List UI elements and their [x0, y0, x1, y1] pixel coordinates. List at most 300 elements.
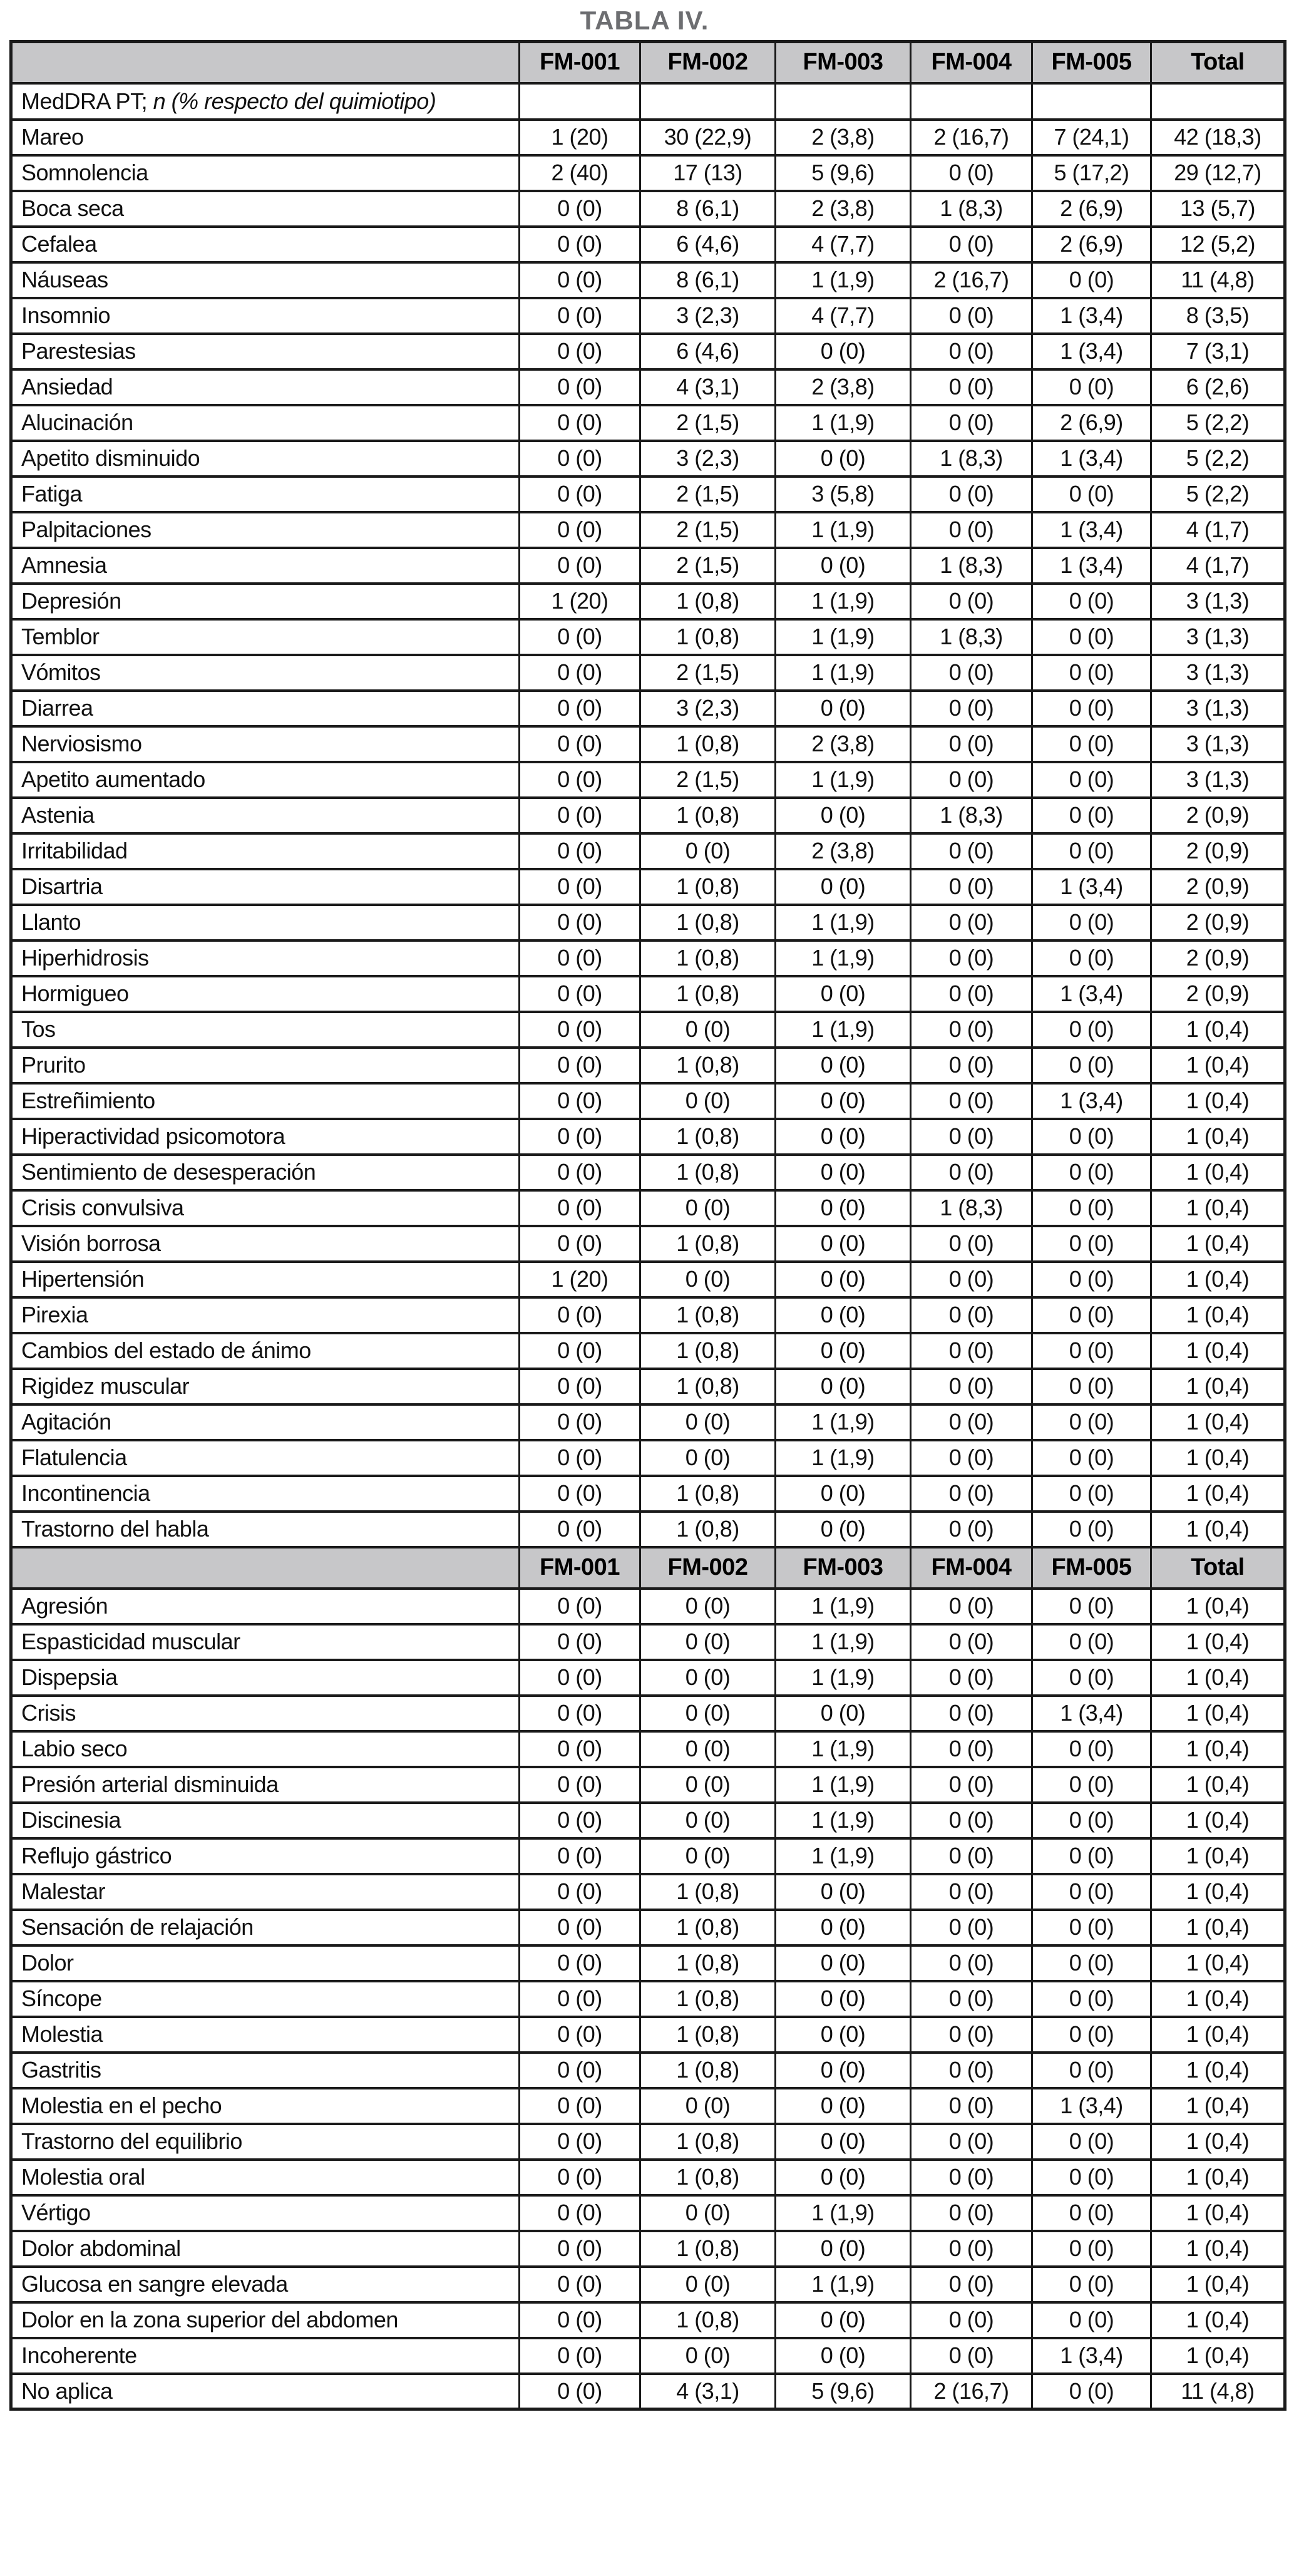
- table-row: [11, 1404, 1285, 1440]
- table-cell: 6 (4,6): [640, 334, 776, 369]
- table-row: [11, 2124, 1285, 2160]
- table-cell: 0 (0): [911, 2017, 1032, 2053]
- column-header-fm-003: FM-003: [776, 1547, 911, 1589]
- table-cell: 1 (0,4): [1151, 1404, 1285, 1440]
- table-cell: 4 (1,7): [1151, 548, 1285, 584]
- table-cell: 0 (0): [776, 1262, 911, 1297]
- table-row: [11, 1945, 1285, 1981]
- table-cell: 0 (0): [1032, 1262, 1151, 1297]
- table-cell: 0 (0): [1032, 2231, 1151, 2267]
- table-cell: 0 (0): [911, 762, 1032, 798]
- table-cell: 1 (0,8): [640, 584, 776, 619]
- row-label: Temblor: [11, 619, 520, 655]
- table-cell: 0 (0): [1032, 1660, 1151, 1696]
- table-mid-head: [11, 1547, 1285, 1589]
- table-cell: 0 (0): [911, 1226, 1032, 1262]
- row-label: Llanto: [11, 905, 520, 940]
- table-cell: 0 (0): [776, 691, 911, 726]
- table-cell: 0 (0): [776, 976, 911, 1012]
- table-cell: 0 (0): [911, 1696, 1032, 1731]
- table-cell: 0 (0): [776, 1333, 911, 1369]
- table-cell: 0 (0): [1032, 1297, 1151, 1333]
- table-cell: 1 (0,4): [1151, 1589, 1285, 1624]
- row-label: Fatiga: [11, 477, 520, 512]
- table-cell: 0 (0): [911, 1333, 1032, 1369]
- table-cell: 2 (16,7): [911, 2374, 1032, 2409]
- table-cell: 1 (1,9): [776, 1767, 911, 1803]
- row-label: Somnolencia: [11, 155, 520, 191]
- table-cell: 0 (0): [520, 2195, 640, 2231]
- table-cell: 0 (0): [776, 2124, 911, 2160]
- table-cell: 3 (1,3): [1151, 762, 1285, 798]
- table-cell: 0 (0): [520, 2053, 640, 2088]
- table-row: [11, 512, 1285, 548]
- table-cell: 11 (4,8): [1151, 262, 1285, 298]
- column-header-fm-003: FM-003: [776, 42, 911, 83]
- table-cell: 1 (0,8): [640, 2160, 776, 2195]
- table-cell: 0 (0): [1032, 369, 1151, 405]
- table-cell: 1 (0,4): [1151, 2160, 1285, 2195]
- row-label: Disartria: [11, 869, 520, 905]
- table-cell: 0 (0): [1032, 619, 1151, 655]
- table-row: [11, 1048, 1285, 1083]
- table-cell: 0 (0): [776, 334, 911, 369]
- table-cell: 0 (0): [520, 405, 640, 441]
- table-cell: 0 (0): [911, 2160, 1032, 2195]
- table-cell: 3 (2,3): [640, 691, 776, 726]
- table-cell: 0 (0): [911, 2267, 1032, 2302]
- table-row: [11, 1476, 1285, 1512]
- row-label: Dolor en la zona superior del abdomen: [11, 2302, 520, 2338]
- table-cell: 1 (0,4): [1151, 1731, 1285, 1767]
- table-cell: 1 (0,4): [1151, 2053, 1285, 2088]
- row-label: Pirexia: [11, 1297, 520, 1333]
- table-cell: 0 (0): [520, 1404, 640, 1440]
- table-cell: 3 (1,3): [1151, 691, 1285, 726]
- table-cell: 30 (22,9): [640, 120, 776, 155]
- row-label: Sentimiento de desesperación: [11, 1155, 520, 1190]
- table-cell: 1 (0,4): [1151, 1155, 1285, 1190]
- table-cell: 13 (5,7): [1151, 191, 1285, 227]
- empty-cell: [640, 83, 776, 120]
- table-cell: 0 (0): [640, 1696, 776, 1731]
- table-cell: 2 (6,9): [1032, 191, 1151, 227]
- table-cell: 0 (0): [776, 1981, 911, 2017]
- table-cell: 0 (0): [776, 2053, 911, 2088]
- row-label: Insomnio: [11, 298, 520, 334]
- table-cell: 0 (0): [776, 2338, 911, 2374]
- table-cell: 0 (0): [1032, 1981, 1151, 2017]
- table-row: [11, 1803, 1285, 1838]
- table-cell: 0 (0): [911, 1440, 1032, 1476]
- table-cell: 0 (0): [911, 1589, 1032, 1624]
- table-cell: 1 (0,8): [640, 940, 776, 976]
- row-label: Mareo: [11, 120, 520, 155]
- table-row: [11, 1624, 1285, 1660]
- row-label: Síncope: [11, 1981, 520, 2017]
- table-cell: 0 (0): [911, 1874, 1032, 1910]
- table-cell: 1 (3,4): [1032, 441, 1151, 477]
- table-cell: 0 (0): [776, 1190, 911, 1226]
- table-cell: 1 (0,8): [640, 976, 776, 1012]
- empty-cell: [520, 83, 640, 120]
- table-cell: 1 (0,4): [1151, 1048, 1285, 1083]
- column-header-fm-005: FM-005: [1032, 1547, 1151, 1589]
- table-cell: 1 (8,3): [911, 548, 1032, 584]
- table-cell: 0 (0): [520, 2302, 640, 2338]
- table-cell: 7 (3,1): [1151, 334, 1285, 369]
- table-cell: 1 (3,4): [1032, 548, 1151, 584]
- table-cell: 1 (1,9): [776, 1012, 911, 1048]
- table-row: [11, 798, 1285, 833]
- table-cell: 0 (0): [520, 1012, 640, 1048]
- column-header-fm-002: FM-002: [640, 1547, 776, 1589]
- column-header-empty: [11, 42, 520, 83]
- table-cell: 0 (0): [520, 1155, 640, 1190]
- subheader-prefix: MedDRA PT;: [21, 88, 153, 114]
- table-row: [11, 1333, 1285, 1369]
- table-cell: 8 (6,1): [640, 191, 776, 227]
- table-cell: 0 (0): [911, 2088, 1032, 2124]
- row-label: Rigidez muscular: [11, 1369, 520, 1404]
- table-row: [11, 691, 1285, 726]
- row-label: Nerviosismo: [11, 726, 520, 762]
- column-header-empty: [11, 1547, 520, 1589]
- row-label: Apetito aumentado: [11, 762, 520, 798]
- table-cell: 0 (0): [520, 369, 640, 405]
- table-cell: 0 (0): [1032, 798, 1151, 833]
- table-cell: 0 (0): [911, 1838, 1032, 1874]
- table-cell: 0 (0): [1032, 477, 1151, 512]
- table-cell: 0 (0): [520, 512, 640, 548]
- table-cell: 2 (6,9): [1032, 227, 1151, 262]
- table-cell: 3 (2,3): [640, 298, 776, 334]
- table-cell: 0 (0): [1032, 1404, 1151, 1440]
- table-cell: 1 (1,9): [776, 2195, 911, 2231]
- table-cell: 1 (8,3): [911, 191, 1032, 227]
- table-cell: 17 (13): [640, 155, 776, 191]
- table-cell: 0 (0): [776, 1476, 911, 1512]
- row-label: Gastritis: [11, 2053, 520, 2088]
- table-cell: 1 (0,8): [640, 869, 776, 905]
- table-cell: 0 (0): [911, 1083, 1032, 1119]
- table-cell: 0 (0): [1032, 1155, 1151, 1190]
- table-cell: 1 (0,4): [1151, 2195, 1285, 2231]
- table-cell: 2 (16,7): [911, 120, 1032, 155]
- table-cell: 1 (0,4): [1151, 1803, 1285, 1838]
- table-row: [11, 1226, 1285, 1262]
- table-cell: 0 (0): [776, 1874, 911, 1910]
- table-row: [11, 369, 1285, 405]
- table-cell: 11 (4,8): [1151, 2374, 1285, 2409]
- table-cell: 0 (0): [776, 2088, 911, 2124]
- row-label: Palpitaciones: [11, 512, 520, 548]
- table-cell: 2 (6,9): [1032, 405, 1151, 441]
- table-cell: 1 (0,4): [1151, 1083, 1285, 1119]
- table-cell: 1 (0,8): [640, 2302, 776, 2338]
- table-cell: 4 (3,1): [640, 2374, 776, 2409]
- table-cell: 0 (0): [640, 1083, 776, 1119]
- table-cell: 1 (3,4): [1032, 2338, 1151, 2374]
- table-cell: 0 (0): [911, 1048, 1032, 1083]
- table-cell: 1 (1,9): [776, 1624, 911, 1660]
- table-cell: 1 (1,9): [776, 1731, 911, 1767]
- column-header-fm-004: FM-004: [911, 1547, 1032, 1589]
- row-label: Apetito disminuido: [11, 441, 520, 477]
- table-cell: 1 (0,8): [640, 2017, 776, 2053]
- row-label: Sensación de relajación: [11, 1910, 520, 1945]
- table-cell: 0 (0): [640, 1440, 776, 1476]
- table-cell: 0 (0): [520, 1696, 640, 1731]
- table-row: [11, 762, 1285, 798]
- subheader-italic: n (% respecto del quimiotipo): [153, 88, 436, 114]
- table-cell: 0 (0): [776, 1369, 911, 1404]
- table-cell: 1 (1,9): [776, 262, 911, 298]
- table-cell: 0 (0): [520, 1624, 640, 1660]
- table-cell: 3 (1,3): [1151, 726, 1285, 762]
- empty-cell: [911, 83, 1032, 120]
- table-cell: 2 (0,9): [1151, 798, 1285, 833]
- table-cell: 1 (0,8): [640, 1874, 776, 1910]
- table-cell: 1 (0,8): [640, 2124, 776, 2160]
- row-label: Parestesias: [11, 334, 520, 369]
- table-cell: 0 (0): [1032, 1369, 1151, 1404]
- row-label: Agresión: [11, 1589, 520, 1624]
- table-cell: 1 (3,4): [1032, 869, 1151, 905]
- table-cell: 0 (0): [776, 2160, 911, 2195]
- table-cell: 0 (0): [911, 1404, 1032, 1440]
- table-cell: 6 (2,6): [1151, 369, 1285, 405]
- table-cell: 1 (1,9): [776, 655, 911, 691]
- table-cell: 0 (0): [520, 726, 640, 762]
- table-head: [11, 42, 1285, 120]
- table-cell: 0 (0): [520, 1660, 640, 1696]
- row-label: Incontinencia: [11, 1476, 520, 1512]
- table-cell: 0 (0): [520, 1874, 640, 1910]
- table-cell: 0 (0): [520, 2231, 640, 2267]
- table-row: [11, 1512, 1285, 1547]
- row-label: No aplica: [11, 2374, 520, 2409]
- table-cell: 0 (0): [1032, 2124, 1151, 2160]
- table-cell: 2 (3,8): [776, 120, 911, 155]
- table-cell: 1 (20): [520, 1262, 640, 1297]
- table-row: [11, 1190, 1285, 1226]
- table-cell: 0 (0): [911, 2302, 1032, 2338]
- table-cell: 1 (0,4): [1151, 1767, 1285, 1803]
- table-cell: 4 (7,7): [776, 298, 911, 334]
- table-cell: 0 (0): [520, 2124, 640, 2160]
- table-cell: 2 (1,5): [640, 548, 776, 584]
- table-cell: 0 (0): [911, 1731, 1032, 1767]
- table-cell: 1 (0,8): [640, 1048, 776, 1083]
- table-cell: 0 (0): [1032, 655, 1151, 691]
- row-label: Discinesia: [11, 1803, 520, 1838]
- table-cell: 1 (3,4): [1032, 1083, 1151, 1119]
- table-row: [11, 2338, 1285, 2374]
- table-row: [11, 1155, 1285, 1190]
- table-row: [11, 1083, 1285, 1119]
- table-cell: 1 (0,8): [640, 905, 776, 940]
- column-header-fm-004: FM-004: [911, 42, 1032, 83]
- table-row: [11, 155, 1285, 191]
- row-label: Estreñimiento: [11, 1083, 520, 1119]
- table-cell: 12 (5,2): [1151, 227, 1285, 262]
- table-cell: 0 (0): [640, 1262, 776, 1297]
- table-cell: 1 (1,9): [776, 762, 911, 798]
- table-cell: 0 (0): [1032, 1838, 1151, 1874]
- table-cell: 0 (0): [1032, 1440, 1151, 1476]
- table-cell: 0 (0): [911, 1945, 1032, 1981]
- row-label: Molestia en el pecho: [11, 2088, 520, 2124]
- row-label: Diarrea: [11, 691, 520, 726]
- table-cell: 1 (0,4): [1151, 2124, 1285, 2160]
- table-cell: 0 (0): [1032, 1333, 1151, 1369]
- table-cell: 0 (0): [1032, 1012, 1151, 1048]
- table-cell: 1 (8,3): [911, 441, 1032, 477]
- table-cell: 2 (3,8): [776, 726, 911, 762]
- row-label: Dolor: [11, 1945, 520, 1981]
- row-label: Crisis: [11, 1696, 520, 1731]
- table-row: [11, 262, 1285, 298]
- table-cell: 0 (0): [520, 227, 640, 262]
- table-cell: 8 (3,5): [1151, 298, 1285, 334]
- table-cell: 2 (1,5): [640, 762, 776, 798]
- table-cell: 1 (3,4): [1032, 1696, 1151, 1731]
- table-cell: 1 (0,8): [640, 2231, 776, 2267]
- row-label: Hiperactividad psicomotora: [11, 1119, 520, 1155]
- table-cell: 1 (0,4): [1151, 1512, 1285, 1547]
- table-cell: 1 (3,4): [1032, 298, 1151, 334]
- table-cell: 0 (0): [1032, 1874, 1151, 1910]
- table-row: [11, 726, 1285, 762]
- table-row: [11, 1660, 1285, 1696]
- row-label: Vómitos: [11, 655, 520, 691]
- table-cell: 1 (3,4): [1032, 976, 1151, 1012]
- subheader-label: [11, 83, 520, 120]
- table-cell: 0 (0): [776, 1119, 911, 1155]
- table-cell: 0 (0): [911, 1767, 1032, 1803]
- table-cell: 0 (0): [520, 691, 640, 726]
- table-cell: 0 (0): [520, 1333, 640, 1369]
- table-cell: 1 (0,8): [640, 1155, 776, 1190]
- table-cell: 6 (4,6): [640, 227, 776, 262]
- table-cell: 1 (0,4): [1151, 1369, 1285, 1404]
- table-cell: 0 (0): [640, 1624, 776, 1660]
- table-cell: 0 (0): [520, 940, 640, 976]
- row-label: Labio seco: [11, 1731, 520, 1767]
- table-cell: 0 (0): [911, 1981, 1032, 2017]
- row-label: Espasticidad muscular: [11, 1624, 520, 1660]
- table-cell: 0 (0): [776, 798, 911, 833]
- table-cell: 0 (0): [520, 1589, 640, 1624]
- table-cell: 0 (0): [520, 1476, 640, 1512]
- table-cell: 1 (0,8): [640, 1333, 776, 1369]
- table-cell: 0 (0): [1032, 584, 1151, 619]
- table-cell: 0 (0): [776, 2302, 911, 2338]
- row-label: Cambios del estado de ánimo: [11, 1333, 520, 1369]
- column-header-fm-001: FM-001: [520, 42, 640, 83]
- table-cell: 0 (0): [1032, 1048, 1151, 1083]
- table-row: [11, 1297, 1285, 1333]
- table-cell: 0 (0): [640, 2338, 776, 2374]
- table-cell: 0 (0): [1032, 262, 1151, 298]
- row-label: Trastorno del habla: [11, 1512, 520, 1547]
- table-cell: 0 (0): [1032, 691, 1151, 726]
- row-label: Trastorno del equilibrio: [11, 2124, 520, 2160]
- table-cell: 0 (0): [1032, 1624, 1151, 1660]
- table-cell: 0 (0): [1032, 833, 1151, 869]
- table-cell: 3 (1,3): [1151, 619, 1285, 655]
- table-cell: 0 (0): [640, 1589, 776, 1624]
- table-cell: 0 (0): [640, 1767, 776, 1803]
- table-cell: 0 (0): [520, 298, 640, 334]
- table-cell: 0 (0): [776, 1048, 911, 1083]
- table-cell: 29 (12,7): [1151, 155, 1285, 191]
- table-cell: 1 (0,4): [1151, 1945, 1285, 1981]
- table-cell: 1 (0,8): [640, 1945, 776, 1981]
- table-row: [11, 2017, 1285, 2053]
- table-cell: 0 (0): [640, 1731, 776, 1767]
- table-cell: 1 (3,4): [1032, 2088, 1151, 2124]
- table-row: [11, 405, 1285, 441]
- row-label: Vértigo: [11, 2195, 520, 2231]
- table-cell: 1 (8,3): [911, 619, 1032, 655]
- table-cell: 1 (1,9): [776, 1803, 911, 1838]
- table-cell: 0 (0): [520, 1048, 640, 1083]
- table-cell: 2 (0,9): [1151, 833, 1285, 869]
- table-cell: 0 (0): [640, 833, 776, 869]
- table-cell: 0 (0): [911, 1297, 1032, 1333]
- table-cell: 0 (0): [520, 2267, 640, 2302]
- table-cell: 0 (0): [776, 1083, 911, 1119]
- table-cell: 0 (0): [776, 441, 911, 477]
- table-cell: 0 (0): [911, 1803, 1032, 1838]
- table-cell: 0 (0): [520, 2088, 640, 2124]
- table-cell: 0 (0): [520, 1297, 640, 1333]
- table-cell: 1 (20): [520, 584, 640, 619]
- table-row: [11, 477, 1285, 512]
- table-cell: 0 (0): [776, 1512, 911, 1547]
- table-cell: 1 (0,8): [640, 798, 776, 833]
- table-cell: 0 (0): [520, 1910, 640, 1945]
- table-cell: 0 (0): [1032, 1731, 1151, 1767]
- table-cell: 0 (0): [1032, 1589, 1151, 1624]
- table-cell: 1 (0,4): [1151, 1440, 1285, 1476]
- table-cell: 0 (0): [1032, 1119, 1151, 1155]
- table-cell: 0 (0): [911, 869, 1032, 905]
- table-cell: 1 (0,8): [640, 1476, 776, 1512]
- table-cell: 1 (0,4): [1151, 1297, 1285, 1333]
- table-cell: 0 (0): [520, 1083, 640, 1119]
- column-header-total: Total: [1151, 42, 1285, 83]
- table-row: [11, 1874, 1285, 1910]
- table-row: [11, 2195, 1285, 2231]
- row-label: Náuseas: [11, 262, 520, 298]
- table-row: [11, 1981, 1285, 2017]
- table-row: [11, 1731, 1285, 1767]
- row-label: Cefalea: [11, 227, 520, 262]
- table-cell: 0 (0): [911, 1476, 1032, 1512]
- column-header-fm-002: FM-002: [640, 42, 776, 83]
- table-cell: 0 (0): [520, 762, 640, 798]
- row-label: Irritabilidad: [11, 833, 520, 869]
- table-cell: 0 (0): [520, 2338, 640, 2374]
- table-title: TABLA IV.: [580, 6, 709, 35]
- row-label: Reflujo gástrico: [11, 1838, 520, 1874]
- table-row: [11, 619, 1285, 655]
- table-cell: 0 (0): [640, 2267, 776, 2302]
- table-row: [11, 2053, 1285, 2088]
